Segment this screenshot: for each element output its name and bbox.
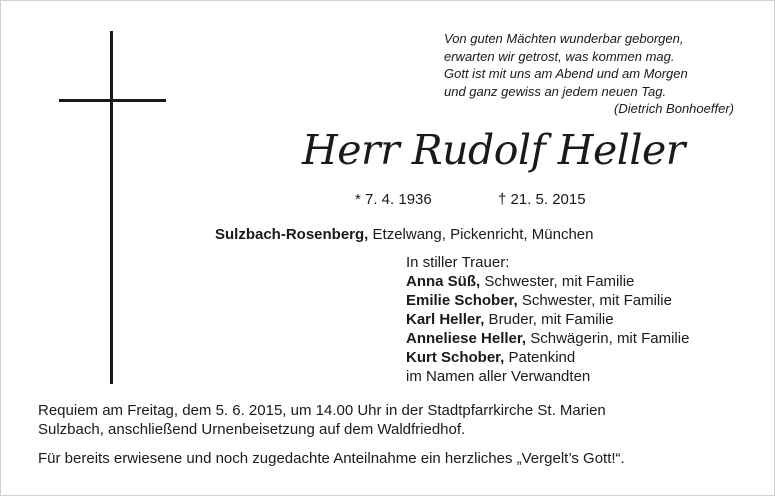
mourner-row — [406, 272, 689, 291]
footer-text — [38, 401, 738, 468]
quote-line: und ganz gewiss an jedem neuen Tag. — [444, 83, 667, 99]
cross-horizontal-bar — [59, 99, 166, 102]
mourner-name: Kurt Schober, — [406, 349, 505, 366]
mourner-relation: Bruder, mit Familie — [484, 311, 614, 328]
mourner-row — [406, 291, 689, 310]
mourner-row — [406, 310, 689, 329]
bonhoeffer-quote — [444, 30, 744, 116]
mourner-row — [406, 348, 689, 367]
mourner-name: Anneliese Heller, — [406, 330, 527, 347]
mourner-relation: Schwester, mit Familie — [517, 292, 672, 309]
mourner-name: Karl Heller, — [406, 311, 485, 328]
deceased-name: Herr Rudolf Heller — [302, 126, 685, 174]
mourner-relation: Patenkind — [504, 349, 576, 366]
mourner-name: Anna Süß, — [406, 273, 481, 290]
mourner-row — [406, 329, 689, 348]
mourners-list — [406, 253, 689, 386]
quote-line: Gott ist mit uns am Abend und am Morgen — [444, 66, 688, 82]
birth-date: * 7. 4. 1936 — [355, 191, 432, 208]
mourner-relation: Schwester, mit Familie — [480, 273, 635, 290]
place-others: Etzelwang, Pickenricht, München — [368, 226, 594, 243]
requiem-line-2: Sulzbach, anschließend Urnenbeisetzung auf dem Waldfriedhof. — [38, 421, 466, 438]
mourner-relation: Schwägerin, mit Familie — [526, 330, 690, 347]
cross-vertical-bar — [110, 31, 113, 384]
quote-author: (Dietrich Bonhoeffer) — [614, 101, 734, 116]
place-main: Sulzbach-Rosenberg, — [215, 226, 369, 243]
mourners-intro: In stiller Trauer: — [406, 254, 510, 271]
thanks-line: Für bereits erwiesene und noch zugedachte Anteilnahme ein herzliches „Vergelt’s Gott!“. — [38, 450, 625, 467]
mourner-name: Emilie Schober, — [406, 292, 518, 309]
requiem-line-1: Requiem am Freitag, dem 5. 6. 2015, um 14.00 Uhr in der Stadtpfarrkirche St. Marien — [38, 402, 606, 419]
footer-spacer — [38, 439, 738, 449]
quote-line: Von guten Mächten wunderbar geborgen, — [444, 31, 684, 46]
places-line — [215, 226, 593, 243]
quote-line: erwarten wir getrost, was kommen mag. — [444, 48, 675, 64]
death-date: † 21. 5. 2015 — [498, 191, 586, 208]
mourners-closing: im Namen aller Verwandten — [406, 368, 591, 385]
